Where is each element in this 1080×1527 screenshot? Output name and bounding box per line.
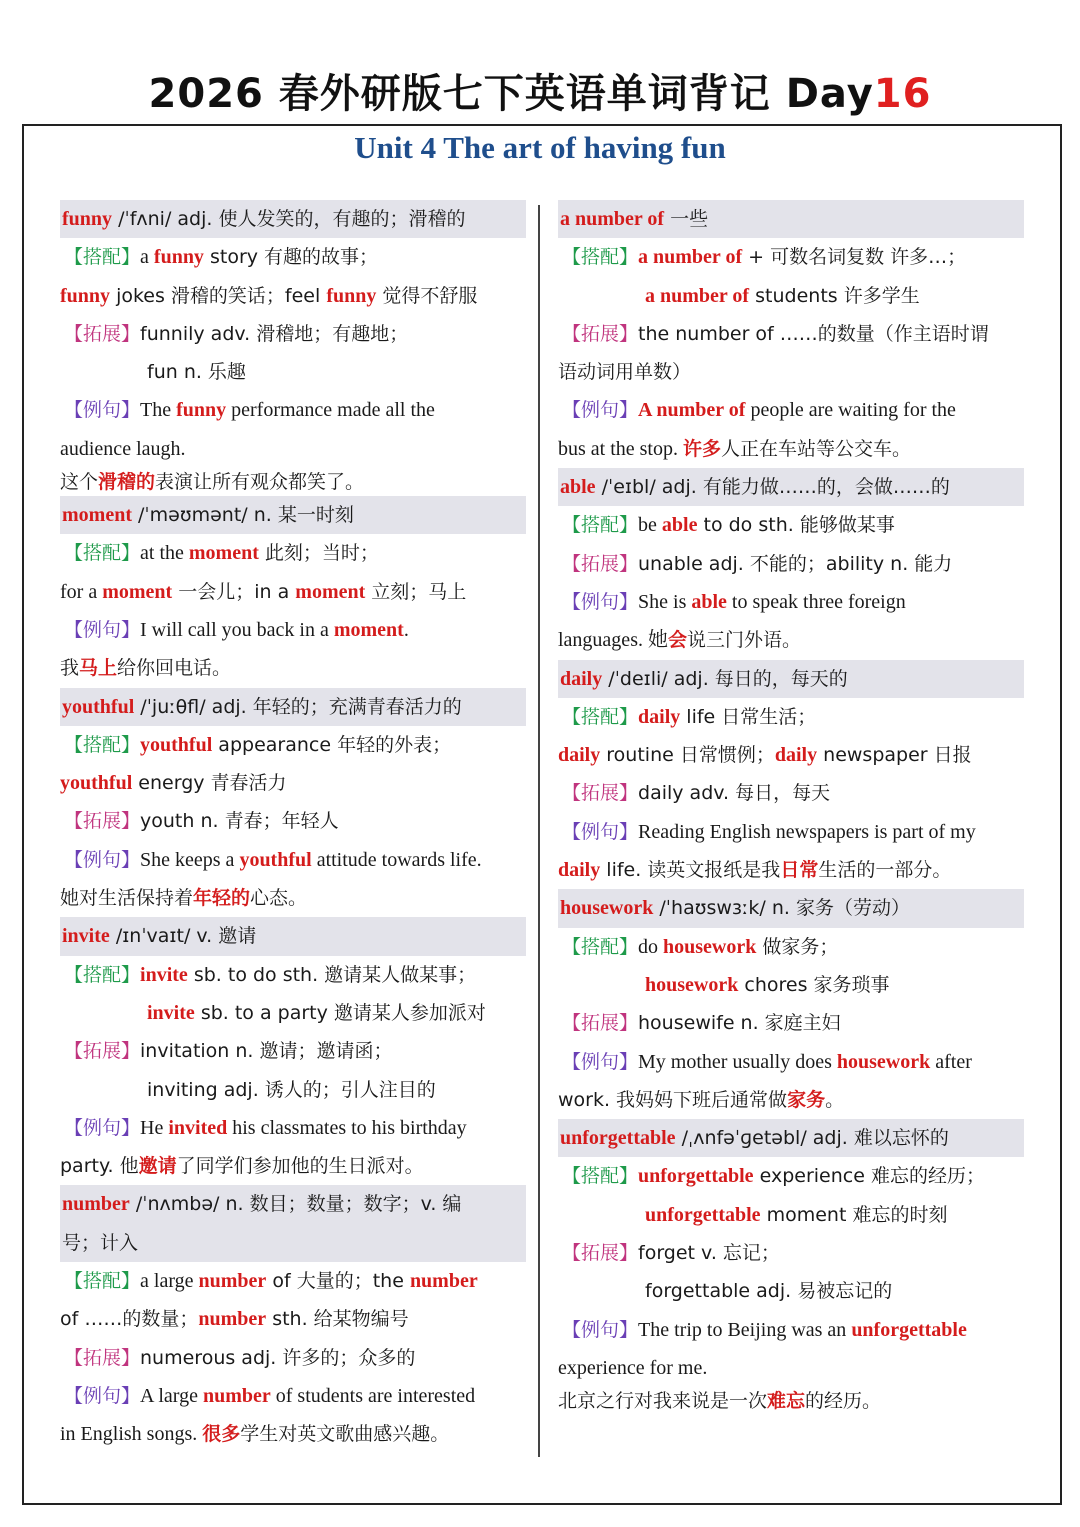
collocation-row: daily routine 日常惯例；daily newspaper 日报	[558, 744, 972, 767]
example-row: 【例句】The funny performance made all the	[64, 399, 435, 422]
column-divider	[538, 205, 540, 1457]
collocation-row: 【搭配】youthful appearance 年轻的外表；	[64, 733, 452, 756]
day-number: 16	[873, 71, 932, 117]
headword-row-able: able /ˈeɪbl/ adj. 有能力做……的，会做……的	[558, 468, 1024, 506]
collocation-row: 【搭配】at the moment 此刻；当时；	[64, 542, 379, 565]
extension-row: 【拓展】youth n. 青春；年轻人	[64, 810, 339, 833]
example-translation: 这个滑稽的表演让所有观众都笑了。	[60, 471, 365, 494]
headword-row-youthful: youthful /ˈjuːθfl/ adj. 年轻的；充满青春活力的	[60, 688, 526, 726]
collocation-row: unforgettable moment 难忘的时刻	[645, 1203, 948, 1226]
collocation-row: 【搭配】be able to do sth. 能够做某事	[562, 514, 895, 537]
example-translation: in English songs. 很多学生对英文歌曲感兴趣。	[60, 1423, 450, 1446]
example-row: 【例句】A large number of students are interested	[64, 1384, 476, 1407]
headword-row-invite: invite /ɪnˈvaɪt/ v. 邀请	[60, 917, 526, 955]
headword-row-number-cont: 号；计入	[60, 1224, 526, 1262]
extension-row: fun n. 乐趣	[147, 361, 246, 384]
example-row: audience laugh.	[60, 437, 186, 460]
example-row: 【例句】The trip to Beijing was an unforgettable	[562, 1318, 967, 1341]
collocation-row: a number of students 许多学生	[645, 284, 920, 307]
example-row: 【例句】She is able to speak three foreign	[562, 590, 906, 613]
collocation-row: 【搭配】invite sb. to do sth. 邀请某人做某事；	[64, 963, 477, 986]
collocation-row: for a moment 一会儿；in a moment 立刻；马上	[60, 580, 467, 603]
collocation-row: 【搭配】unforgettable experience 难忘的经历；	[562, 1165, 985, 1188]
example-row: 【例句】He invited his classmates to his birthday	[64, 1116, 467, 1139]
extension-row: 【拓展】forget v. 忘记；	[562, 1242, 780, 1265]
extension-row: 【拓展】unable adj. 不能的；ability n. 能力	[562, 552, 953, 575]
collocation-row: of ……的数量；number sth. 给某物编号	[60, 1308, 409, 1331]
unit-title: Unit 4 The art of having fun	[354, 130, 726, 165]
headword-row-moment: moment /ˈməʊmənt/ n. 某一时刻	[60, 496, 526, 534]
page-title: 2026 春外研版七下英语单词背记 Day16	[148, 71, 932, 117]
example-row: experience for me.	[558, 1356, 708, 1379]
extension-row: forgettable adj. 易被忘记的	[645, 1280, 893, 1303]
collocation-row: 【搭配】daily life 日常生活；	[562, 705, 817, 728]
headword-row-housework: housework /ˈhaʊswɜːk/ n. 家务（劳动）	[558, 889, 1024, 927]
collocation-row: funny jokes 滑稽的笑话；feel funny 觉得不舒服	[60, 284, 478, 307]
extension-row: 【拓展】funnily adv. 滑稽地；有趣地；	[64, 322, 409, 345]
headword-row-funny: funny /ˈfʌni/ adj. 使人发笑的，有趣的；滑稽的	[60, 200, 526, 238]
collocation-row: housework chores 家务琐事	[645, 973, 890, 996]
right-column	[558, 200, 1024, 1415]
headword-row-number: number /ˈnʌmbə/ n. 数目；数量；数字；v. 编	[60, 1185, 526, 1223]
example-row: 【例句】I will call you back in a moment.	[64, 618, 409, 641]
extension-row: 【拓展】numerous adj. 许多的；众多的	[64, 1346, 416, 1369]
headword-row-daily: daily /ˈdeɪli/ adj. 每日的，每天的	[558, 660, 1024, 698]
example-translation: party. 他邀请了同学们参加他的生日派对。	[60, 1155, 424, 1178]
headword-row-unforgettable: unforgettable /ˌʌnfəˈɡetəbl/ adj. 难以忘怀的	[558, 1119, 1024, 1157]
collocation-row: youthful energy 青春活力	[60, 772, 287, 795]
extension-row: 【拓展】the number of ……的数量（作主语时谓	[562, 322, 989, 345]
collocation-row: 【搭配】a funny story 有趣的故事；	[64, 246, 379, 269]
collocation-row: 【搭配】do housework 做家务；	[562, 935, 839, 958]
example-translation: 北京之行对我来说是一次难忘的经历。	[558, 1390, 882, 1413]
example-row: 【例句】A number of people are waiting for the	[562, 399, 956, 422]
collocation-row: 【搭配】a number of + 可数名词复数 许多…；	[562, 246, 967, 269]
example-row: 【例句】My mother usually does housework after	[562, 1050, 972, 1073]
example-translation: daily life. 读英文报纸是我日常生活的一部分。	[558, 859, 952, 882]
extension-row: 【拓展】housewife n. 家庭主妇	[562, 1012, 841, 1035]
example-translation: 她对生活保持着年轻的心态。	[60, 887, 308, 910]
example-row: 【例句】Reading English newspapers is part of my	[562, 820, 976, 843]
left-column	[60, 200, 526, 1454]
collocation-row: invite sb. to a party 邀请某人参加派对	[147, 1001, 486, 1024]
example-translation: bus at the stop. 许多人正在车站等公交车。	[558, 437, 912, 460]
extension-row: 【拓展】daily adv. 每日，每天	[562, 782, 831, 805]
example-row: 【例句】She keeps a youthful attitude towards life.	[64, 848, 482, 871]
example-translation: 我马上给你回电话。	[60, 657, 232, 680]
headword-row-a-number-of: a number of 一些	[558, 200, 1024, 238]
example-translation: languages. 她会说三门外语。	[558, 629, 802, 652]
example-translation: work. 我妈妈下班后通常做家务。	[558, 1088, 845, 1111]
extension-row: 【拓展】invitation n. 邀请；邀请函；	[64, 1040, 393, 1063]
extension-row: inviting adj. 诱人的；引人注目的	[147, 1078, 436, 1101]
collocation-row: 【搭配】a large number of 大量的；the number	[64, 1270, 478, 1293]
extension-row: 语动词用单数）	[558, 361, 692, 384]
